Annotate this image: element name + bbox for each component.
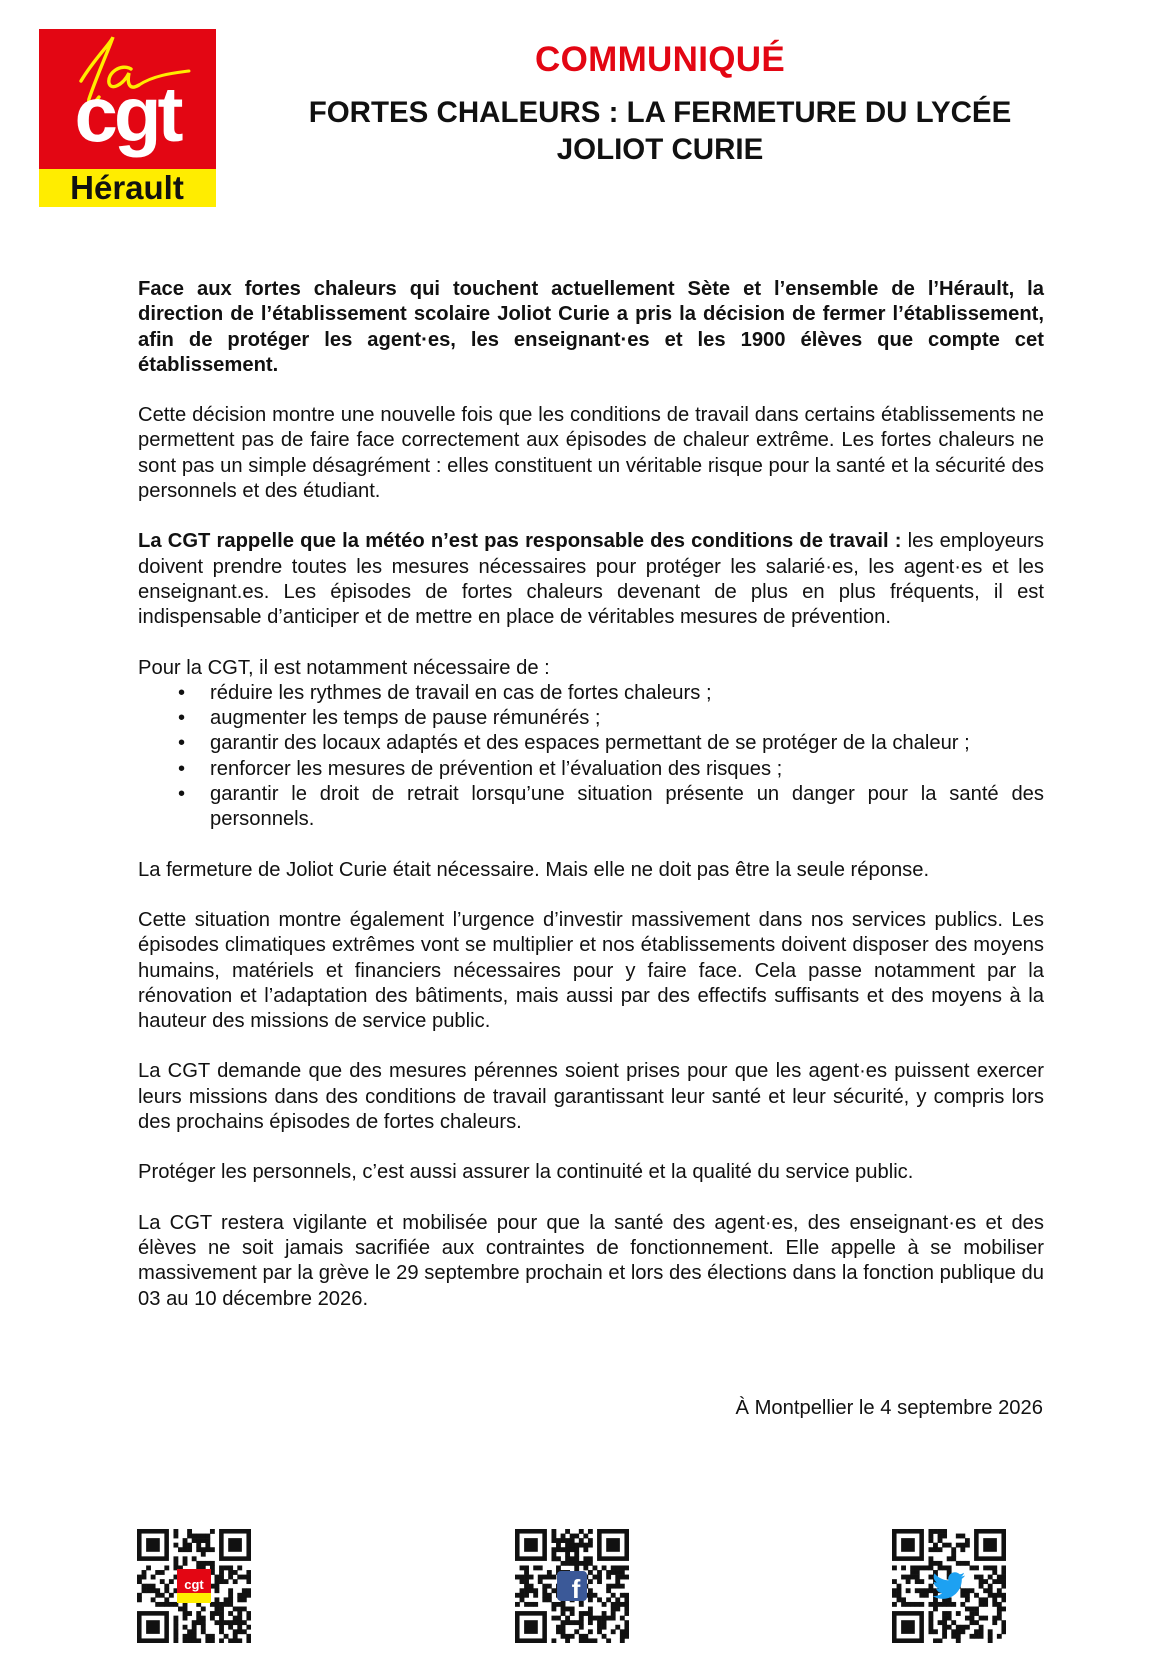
paragraph-5: Cette situation montre également l’urgence d’investir massivement dans nos services publics. Les épisodes climatiques extrêmes vont se multiplier et nos établissements doivent disposer des moyens humains, matériels et financiers nécessaires pour y faire face. Cela passe notamment par la rénovation et l’adaptation des bâtiments, mais aussi par des effectifs suffisants et des moyens à la hauteur des missions de service public. — [138, 908, 1044, 1033]
bullet-icon: • — [178, 707, 186, 730]
logo-bottom-word: Hérault — [70, 169, 184, 206]
bullet-icon: • — [178, 732, 186, 755]
facebook-icon — [552, 1566, 592, 1606]
list-item-text: garantir le droit de retrait lorsqu’une situation présente un danger pour la santé des personnels. — [210, 783, 1044, 831]
bullet-icon: • — [178, 681, 186, 704]
list-item — [138, 706, 1044, 731]
document-title-line-1: FORTES CHALEURS : LA FERMETURE DU LYCÉE — [308, 96, 1012, 129]
paragraph-7: Protéger les personnels, c’est aussi assurer la continuité et la qualité du service public. — [138, 1161, 914, 1184]
document-kicker: COMMUNIQUÉ — [535, 40, 785, 79]
qr-code-twitter[interactable] — [892, 1529, 1006, 1643]
document-header — [230, 40, 1090, 168]
list-item-text: garantir des locaux adaptés et des espaces permettant de se protéger de la chaleur ; — [210, 732, 970, 755]
paragraph-6: La CGT demande que des mesures pérennes soient prises pour que les agent·es puissent exercer leurs missions dans des conditions de travail garantissant leur santé et leur sécurité, y compris lors des prochains épisodes de fortes chaleurs. — [138, 1060, 1044, 1134]
bullet-icon: • — [178, 757, 186, 780]
logo-main-word: cgt — [74, 70, 180, 158]
paragraph-8: La CGT restera vigilante et mobilisée pour que la santé des agent·es, des enseignant·es et des élèves ne soit jamais sacrifiée aux contraintes de fonctionnement. Elle appelle à se mobiliser massivement par la grève le 29 septembre prochain et lors des élections dans la fonction publique du 03 au 10 décembre 2026. — [138, 1211, 1044, 1310]
qr-code-facebook[interactable] — [515, 1529, 629, 1643]
paragraph-3 — [138, 529, 1044, 630]
cgt-logo-graphic — [39, 29, 216, 207]
place-date-signature: À Montpellier le 4 septembre 2026 — [735, 1397, 1043, 1419]
list-item-text: augmenter les temps de pause rémunérés ; — [210, 707, 601, 730]
list-item — [138, 757, 1044, 782]
list-item-text: renforcer les mesures de prévention et l’évaluation des risques ; — [210, 757, 783, 780]
list-intro: Pour la CGT, il est notamment nécessaire de : — [138, 656, 550, 679]
qr-code-website[interactable] — [137, 1529, 251, 1643]
list-item — [138, 731, 1044, 756]
paragraph-3-rest: les employeurs doivent prendre toutes les mesures nécessaires pour protéger les salarié·es, les agent·es et les enseignant.es. Les épisodes de fortes chaleurs devenant de plus en plus fréquents, il est indispensable d’anticiper et de mettre en place de véritables mesures de prévention. — [138, 530, 1044, 629]
paragraph-intro: Face aux fortes chaleurs qui touchent actuellement Sète et l’ensemble de l’Hérault, la direction de l’établissement scolaire Joliot Curie a pris la décision de fermer l’établissement, afin de protéger les agent·es, les enseignant·es et les 1900 élèves que compte cet établissement. — [138, 278, 1044, 376]
cgt-logo-icon — [174, 1566, 214, 1606]
bullet-icon: • — [178, 783, 186, 806]
paragraph-3-bold: La CGT rappelle que la météo n’est pas responsable des conditions de travail : — [138, 530, 902, 553]
paragraph-2: Cette décision montre une nouvelle fois que les conditions de travail dans certains établissements ne permettent pas de faire face correctement aux épisodes de chaleur extrême. Les fortes chaleurs ne sont pas un simple désagrément : elles constituent un véritable risque pour la santé et la sécurité des personnels et des étudiant. — [138, 404, 1044, 503]
document-title — [230, 94, 1090, 168]
demands-list — [138, 681, 1044, 833]
qr-badge-text: f — [571, 1574, 581, 1601]
list-item-text: réduire les rythmes de travail en cas de fortes chaleurs ; — [210, 681, 712, 704]
document-body — [138, 277, 1044, 1337]
cgt-herault-logo — [39, 29, 216, 207]
list-item — [138, 782, 1044, 833]
paragraph-4: La fermeture de Joliot Curie était nécessaire. Mais elle ne doit pas être la seule réponse. — [138, 858, 930, 881]
list-item — [138, 681, 1044, 706]
twitter-bird-icon — [929, 1566, 969, 1606]
document-title-line-2: JOLIOT CURIE — [556, 133, 764, 166]
qr-badge-text: cgt — [184, 1577, 204, 1592]
